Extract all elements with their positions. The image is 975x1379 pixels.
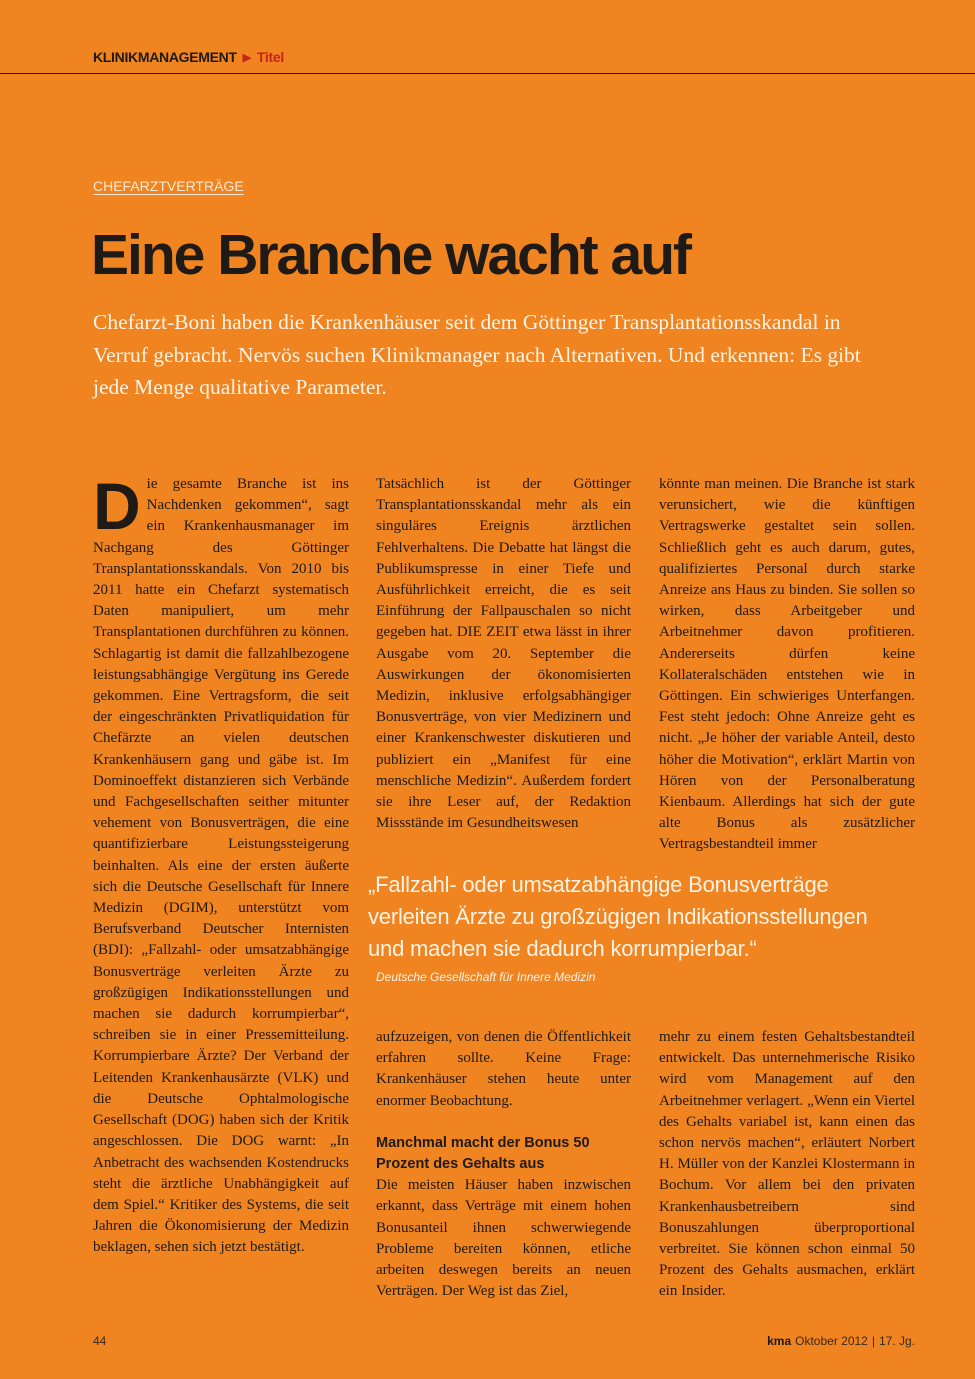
column-3-bottom-text: mehr zu einem festen Gehaltsbestandteil entwickelt. Das unternehmerische Risiko wird vom Management auf den Arbeitnehmer verlagert. „Wenn ein Viertel des Gehalts variabel ist, kann einen das schon nervös machen“, erläutert Norbert H. Müller von der Kanzlei Klostermann in Bochum. Vor allem bei den privaten Krankenhausbetreibern sind Bonuszahlungen überproportional verbreitet. Sie können schon einmal 50 Prozent des Gehalts ausmachen, erklärt ein Insider. (659, 1029, 915, 1300)
page-number: 44 (93, 1334, 107, 1348)
column-2-top-text: Tatsächlich ist der Göttinger Transplantationsskandal mehr als ein singuläres Ereignis ärztlichen Fehlverhaltens. Die Debatte hat längst die Publikumspresse in einer Tiefe und Ausführlichkeit erreicht, die es seit Einführung der Fallpauschalen so nicht gegeben hat. DIE ZEIT etwa lässt in ihrer Ausgabe vom 20. September die Auswirkungen der ökonomisierten Medizin, inklusive erfolgsabhängiger Bonusverträge, von vier Medizinern und einer Krankenschwester diskutieren und publiziert ein „Manifest für eine menschliche Medizin“. Außerdem fordert sie ihre Leser auf, der Redaktion Missstände im Gesundheitswesen (376, 476, 631, 832)
column-1 (93, 469, 349, 1259)
triangle-right-icon: ▶ (242, 51, 251, 64)
article-lead: Chefarzt-Boni haben die Krankenhäuser seit dem Göttinger Transplantationsskandal in Verruf gebracht. Nervös suchen Klinikmanager nach Alternativen. Und erkennen: Es gibt jede Menge qualitative Parameter. (93, 310, 861, 399)
pull-quote-source: Deutsche Gesellschaft für Innere Medizin (376, 970, 596, 984)
column-3-top-text: könnte man meinen. Die Branche ist stark verunsichert, wie die künftigen Vertragswerke gestaltet sein sollen. Schließlich geht es auch darum, gutes, qualifiziertes Personal durch starke Anreize ans Haus zu binden. Sie sollen so wirken, dass Arbeitgeber und Arbeitnehmer davon profitieren. Andererseits dürfen keine Kollateralschäden entstehen wie in Göttingen. Ein schwieriges Unterfangen. Fest steht jedoch: Ohne Anreize geht es nicht. „Je höher der variable Anteil, desto höher die Motivation“, erklärt Martin von Hören von der Personalberatung Kienbaum. Allerdings hat sich der gute alte Bonus als zusätzlicher Vertragsbestandteil immer (659, 476, 915, 853)
column-2-top (376, 474, 631, 834)
footer-issue-info (767, 1334, 915, 1348)
header-rule (0, 73, 975, 74)
drop-cap: D (93, 469, 141, 543)
column-1-text: ie gesamte Branche ist ins Nachdenken gekommen“, sagt ein Krankenhausmanager im Nachgang des Göttinger Transplantationsskandals. Von 2010 bis 2011 hatte ein Chefarzt systematisch Daten manipuliert, um mehr Transplantationen durchführen zu können. Schlagartig ist damit die fallzahlbezogene leistungsabhängige Vergütung ins Gerede gekommen. Eine Vertragsform, die seit der eingeschränkten Privatliquidation für Chefärzte an vielen deutschen Krankenhäusern gang und gäbe ist. Im Dominoeffekt distanzieren sich Verbände und Fachgesellschaften seither mitunter vehement von Bonusverträgen, die eine quantifizierbare Leistungssteigerung beinhalten. Als eine der ersten äußerte sich die Deutsche Gesellschaft für Innere Medizin (DGIM), unterstützt vom Berufsverband Deutscher Internisten (BDI): „Fallzahl- oder umsatzabhängige Bonusverträge verleiten Ärzte zu großzügigen Indikationsstellungen und machen sie dadurch korrumpierbar“, schreiben sie in einer Pressemitteilung. Korrumpierbare Ärzte? Der Verband der Leitenden Krankenhausärzte (VLK) und die Deutsche Ophtalmologische Gesellschaft (DOG) haben sich der Kritik angeschlossen. Die DOG warnt: „In Anbetracht des wachsenden Kostendrucks steht die ärztliche Unabhängigkeit auf dem Spiel.“ Kritiker des Systems, die seit Jahren die Ökonomisierung der Medizin beklagen, sehen sich jetzt bestätigt. (93, 476, 349, 1256)
running-header (93, 49, 284, 65)
subsection-label: Titel (256, 49, 284, 65)
section-label: KLINIKMANAGEMENT (93, 49, 237, 65)
brand-logo: kma (767, 1334, 792, 1348)
column-3-top (659, 474, 915, 856)
pull-quote: „Fallzahl- oder umsatzabhängige Bonusverträge verleiten Ärzte zu großzügigen Indikationsstellungen und machen sie dadurch korrumpierbar.“ (368, 872, 868, 961)
column-2-bottom-text: aufzuzeigen, von denen die Öffentlichkeit erfahren sollte. Keine Frage: Krankenhäuser stehen heute unter enormer Beobachtung. (376, 1029, 631, 1109)
volume: 17. Jg. (878, 1334, 915, 1348)
column-2-bottom (376, 1027, 631, 1302)
subheading: Manchmal macht der Bonus 50 Prozent des Gehalts aus (376, 1134, 590, 1173)
column-3-bottom (659, 1027, 915, 1303)
footer-divider: | (871, 1334, 875, 1348)
column-2-bottom-after-text: Die meisten Häuser haben inzwischen erkannt, dass Verträge mit einem hohen Bonusanteil ihnen schwerwiegende Probleme bereiten können, etliche arbeiten deswegen bereits an neuen Verträgen. Der Weg ist das Ziel, (376, 1177, 631, 1300)
article-kicker: CHEFARZTVERTRÄGE (93, 178, 244, 194)
issue-date: Oktober 2012 (795, 1334, 868, 1348)
article-title: Eine Branche wacht auf (91, 223, 691, 287)
